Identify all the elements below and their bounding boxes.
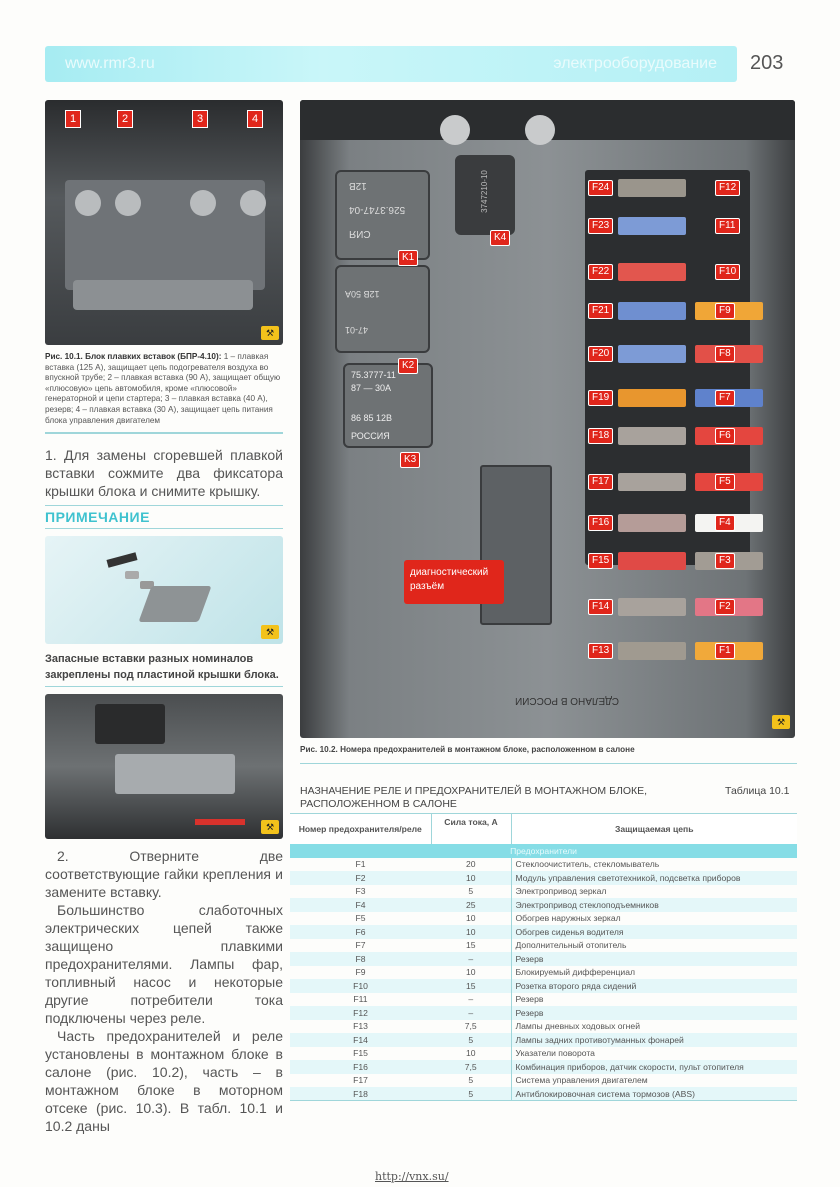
- marker-4: 4: [247, 110, 263, 128]
- current-rating: 5: [431, 1087, 511, 1101]
- caption-text: 1 – плавкая вставка (125 А), защищает цепь подогревателя воздуха во впускной трубе; 2 – плавкая вставка (90 А), защищает общую «плюсовую» цепь автомобиля, кроме «плюсовой» генераторной и цепи стартера; 3 – плавкая вставка (40 А), резерв; 4 – плавкая вставка (30 А), защищает цепь питания блока управления двигателем: [45, 352, 281, 425]
- table-row: [290, 898, 797, 912]
- fuse-id: F8: [290, 952, 431, 966]
- note-caption: Запасные вставки разных номиналов закреплены под пластиной крышки блока.: [45, 653, 279, 682]
- made-in-russia-stamp: СДЕЛАНО В РОССИИ: [515, 695, 619, 706]
- protected-circuit: Стеклоочиститель, стекломыватель: [515, 859, 660, 870]
- divider: [45, 505, 283, 506]
- col-header-number: Номер предохранителя/реле: [290, 814, 431, 844]
- protected-circuit: Лампы задних противотуманных фонарей: [511, 1033, 797, 1047]
- relay-k4: [455, 155, 515, 235]
- fuse-label-f2: F2: [715, 599, 735, 615]
- table-row: [290, 1033, 797, 1047]
- fuse-blade: [618, 552, 686, 570]
- table-row: [290, 871, 797, 885]
- fuse-id: F4: [290, 898, 431, 912]
- divider: [45, 432, 283, 434]
- table-row: [290, 1047, 797, 1061]
- fig-10-2-photo: [300, 100, 795, 738]
- relay-marking: 87 — 30А: [351, 383, 392, 393]
- section-row: Предохранители: [290, 844, 797, 858]
- step-2-text: 2. Отверните две соответствующие гайки крепления и замените вставку.: [45, 848, 283, 901]
- current-rating: 20: [431, 858, 511, 872]
- current-rating: 15: [431, 979, 511, 993]
- caption-title: Рис. 10.1. Блок плавких вставок (БПР-4.10):: [45, 352, 222, 361]
- wrench-icon: ⚒: [772, 715, 790, 729]
- fuse-label-f1: F1: [715, 643, 735, 659]
- fig-10-1-photo: [45, 100, 283, 345]
- current-rating: 10: [431, 966, 511, 980]
- fuse-blade: [618, 389, 686, 407]
- relay-marking: 3747210-10: [479, 170, 489, 213]
- divider: [300, 763, 797, 764]
- table-row: [290, 966, 797, 980]
- fuse-label-f7: F7: [715, 390, 735, 406]
- fuse-id: F9: [355, 967, 366, 978]
- fuse-id: F7: [355, 940, 366, 951]
- divider: [45, 528, 283, 529]
- fuse-label-f9: F9: [715, 303, 735, 319]
- protected-circuit: Модуль управления светотехникой, подсветка приборов: [511, 871, 797, 885]
- relay-label-k3: K3: [400, 452, 420, 468]
- fuse-id: F6: [290, 925, 431, 939]
- page-number: 203: [750, 52, 784, 74]
- relay-k2: [335, 265, 430, 353]
- fuse-id: F11: [353, 994, 368, 1005]
- page-header-band: [45, 46, 737, 82]
- current-rating: 5: [431, 1074, 511, 1088]
- table-row: [290, 1060, 797, 1074]
- fuse-id: F16: [290, 1060, 431, 1074]
- fuse-blade: [618, 263, 686, 281]
- protected-circuit: Розетка второго ряда сидений: [511, 979, 797, 993]
- table-row: [290, 939, 797, 953]
- protected-circuit: Комбинация приборов, датчик скорости, пульт отопителя: [511, 1060, 797, 1074]
- fuse-id: F12: [290, 1006, 431, 1020]
- table-title: НАЗНАЧЕНИЕ РЕЛЕ И ПРЕДОХРАНИТЕЛЕЙ В МОНТАЖНОМ БЛОКЕ, РАСПОЛОЖЕННОМ В САЛОНЕ: [300, 785, 648, 810]
- fuse-blade: [618, 302, 686, 320]
- fuse-block-photo: [45, 694, 283, 839]
- relay-marking: 47-01: [345, 325, 369, 335]
- step-1-text: 1. Для замены сгоревшей плавкой вставки сожмите два фиксатора крышки блока и снимите крышку.: [45, 447, 283, 500]
- marker-3: 3: [192, 110, 208, 128]
- current-rating: –: [431, 952, 511, 966]
- relay-marking: 526.3747-04: [349, 204, 406, 215]
- wrench-icon: ⚒: [261, 625, 279, 639]
- relay-marking: 12В 50А: [345, 289, 380, 299]
- fuse-blade: [618, 514, 686, 532]
- fuse-label-f23: F23: [588, 218, 613, 234]
- fuse-label-f22: F22: [588, 264, 613, 280]
- protected-circuit: Система управления двигателем: [515, 1075, 648, 1086]
- relay-label-k4: K4: [490, 230, 510, 246]
- relay-marking: СИЯ: [349, 228, 371, 239]
- fuse-label-f21: F21: [588, 303, 613, 319]
- marker-2: 2: [117, 110, 133, 128]
- protected-circuit: Резерв: [511, 1006, 797, 1020]
- fuse-label-f3: F3: [715, 553, 735, 569]
- fuse-label-f20: F20: [588, 346, 613, 362]
- table-number: Таблица 10.1: [725, 785, 790, 797]
- fuse-label-f11: F11: [715, 218, 740, 234]
- spare-fuses-photo: [45, 536, 283, 644]
- fuse-label-f14: F14: [588, 599, 613, 615]
- current-rating: 25: [431, 898, 511, 912]
- fuse-label-f8: F8: [715, 346, 735, 362]
- fig-10-1-caption: [45, 352, 283, 426]
- table-row: [290, 885, 797, 899]
- table-row: [290, 979, 797, 993]
- table-row: [290, 1074, 797, 1088]
- protected-circuit: Резерв: [511, 952, 797, 966]
- relay-marking: 75.3777-11: [351, 370, 396, 380]
- fuse-label-f24: F24: [588, 180, 613, 196]
- current-rating: 5: [431, 885, 511, 899]
- diagnostic-connector-label: диагностический разъём: [404, 560, 504, 604]
- protected-circuit: Электропривод зеркал: [515, 886, 607, 897]
- fuse-label-f16: F16: [588, 515, 613, 531]
- fuse-label-f5: F5: [715, 474, 735, 490]
- protected-circuit: Блокируемый дифференциал: [515, 967, 635, 978]
- current-rating: –: [431, 1006, 511, 1020]
- fuse-id: F13: [353, 1021, 368, 1032]
- paragraph-1: Большинство слаботочных электрических цепей также защищено плавкими предохранителями. Лампы фар, топливный насос и некоторые другие потребители тока подключены через реле.: [45, 902, 283, 1027]
- fuse-blade: [618, 598, 686, 616]
- fuse-id: F17: [353, 1075, 368, 1086]
- site-url: www.rmr3.ru: [65, 55, 155, 72]
- fuse-blade: [618, 217, 686, 235]
- fuse-label-f10: F10: [715, 264, 740, 280]
- protected-circuit: Электропривод стеклоподъемников: [511, 898, 797, 912]
- marker-1: 1: [65, 110, 81, 128]
- fuse-blade: [618, 427, 686, 445]
- fuse-id: F18: [290, 1087, 431, 1101]
- current-rating: 10: [431, 871, 511, 885]
- relay-marking: 12В: [349, 180, 367, 191]
- section-title: электрооборудование: [553, 55, 717, 72]
- fuse-id: F10: [290, 979, 431, 993]
- divider: [45, 686, 283, 687]
- table-row: [290, 912, 797, 926]
- fuse-label-f4: F4: [715, 515, 735, 531]
- fuse-blade: [618, 179, 686, 197]
- wrench-icon: ⚒: [261, 326, 279, 340]
- fuse-label-f6: F6: [715, 428, 735, 444]
- current-rating: 7,5: [431, 1060, 511, 1074]
- current-rating: 7,5: [431, 1020, 511, 1034]
- current-rating: 10: [431, 925, 511, 939]
- protected-circuit: Антиблокировочная система тормозов (ABS): [511, 1087, 797, 1101]
- fuse-id: F5: [355, 913, 366, 924]
- relay-marking: РОССИЯ: [351, 431, 390, 441]
- relay-label-k1: K1: [398, 250, 418, 266]
- current-rating: 10: [431, 1047, 511, 1061]
- fuse-label-f13: F13: [588, 643, 613, 659]
- current-rating: 5: [431, 1033, 511, 1047]
- footer-url: http://vnx.su/: [375, 1170, 449, 1183]
- relay-label-k2: K2: [398, 358, 418, 374]
- relay-marking: 86 85 12В: [351, 413, 393, 423]
- wrench-icon: ⚒: [261, 820, 279, 834]
- paragraph-2: Часть предохранителей и реле установлены в монтажном блоке в салоне (рис. 10.2), часть – в монтажном блоке в моторном отсеке (рис. 10.3). В табл. 10.1 и 10.2 даны: [45, 1028, 283, 1135]
- protected-circuit: Резерв: [515, 994, 544, 1005]
- fuse-id: F3: [355, 886, 366, 897]
- fuse-label-f12: F12: [715, 180, 740, 196]
- protected-circuit: Обогрев сиденья водителя: [511, 925, 797, 939]
- relay-k1: [335, 170, 430, 260]
- table-row: [290, 1020, 797, 1034]
- protected-circuit: Обогрев наружных зеркал: [515, 913, 621, 924]
- current-rating: –: [431, 993, 511, 1007]
- table-row: [290, 952, 797, 966]
- fig-10-2-caption: Рис. 10.2. Номера предохранителей в монтажном блоке, расположенном в салоне: [300, 745, 635, 754]
- table-row: [290, 1006, 797, 1020]
- fuse-label-f19: F19: [588, 390, 613, 406]
- table-row: [290, 993, 797, 1007]
- table-row: [290, 858, 797, 872]
- table-row: [290, 925, 797, 939]
- fuse-table: [290, 813, 797, 1101]
- relay-k3: [343, 363, 433, 448]
- fuse-id: F14: [290, 1033, 431, 1047]
- current-rating: 15: [431, 939, 511, 953]
- fuse-id: F15: [353, 1048, 368, 1059]
- fuse-id: F2: [290, 871, 431, 885]
- fuse-label-f17: F17: [588, 474, 613, 490]
- protected-circuit: Лампы дневных ходовых огней: [515, 1021, 641, 1032]
- col-header-current: Сила тока, А: [431, 814, 511, 844]
- col-header-circuit: Защищаемая цепь: [511, 814, 797, 844]
- protected-circuit: Указатели поворота: [515, 1048, 595, 1059]
- note-heading: ПРИМЕЧАНИЕ: [45, 509, 150, 526]
- protected-circuit: Дополнительный отопитель: [515, 940, 627, 951]
- fuse-blade: [618, 345, 686, 363]
- table-row: [290, 1087, 797, 1101]
- fuse-label-f18: F18: [588, 428, 613, 444]
- fuse-blade: [618, 642, 686, 660]
- fuse-id: F1: [355, 859, 366, 870]
- fuse-blade: [618, 473, 686, 491]
- current-rating: 10: [431, 912, 511, 926]
- left-column: [45, 100, 283, 1135]
- fuse-label-f15: F15: [588, 553, 613, 569]
